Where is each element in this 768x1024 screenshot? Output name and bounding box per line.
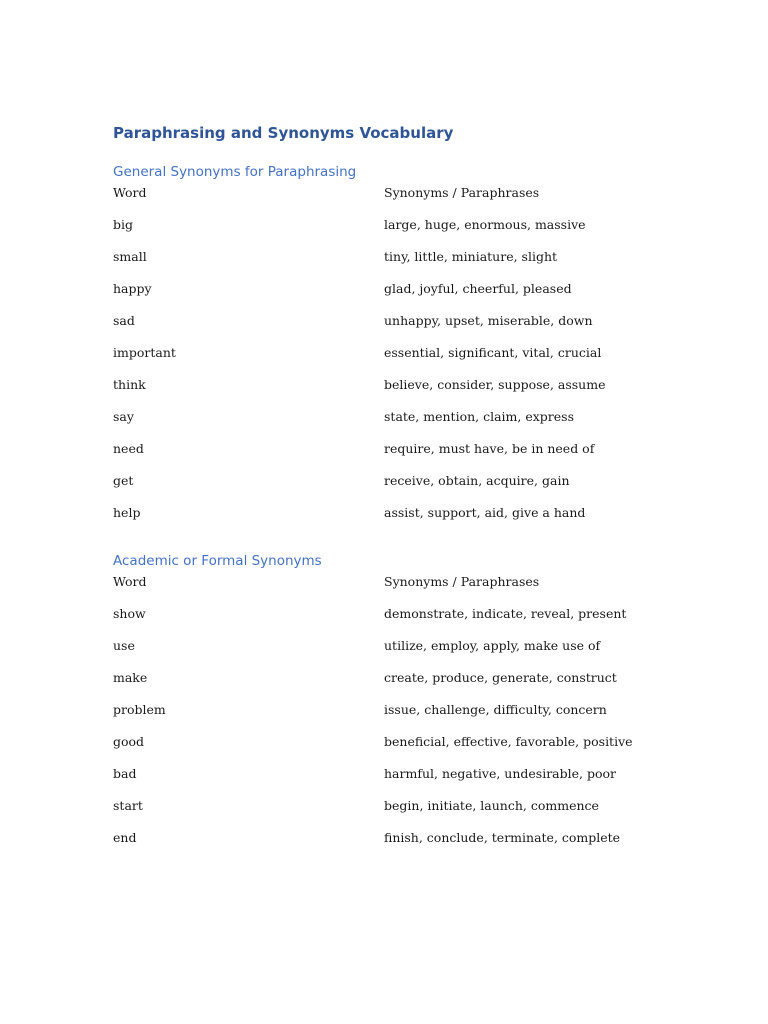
synonyms-cell: create, produce, generate, construct bbox=[384, 670, 617, 685]
word-cell: get bbox=[113, 473, 134, 488]
column-header-synonyms: Synonyms / Paraphrases bbox=[384, 574, 540, 589]
column-header-word: Word bbox=[113, 574, 147, 589]
word-cell: important bbox=[113, 345, 176, 360]
section-heading: Academic or Formal Synonyms bbox=[113, 553, 322, 569]
synonyms-cell: large, huge, enormous, massive bbox=[384, 217, 586, 232]
table-body bbox=[113, 184, 673, 536]
word-cell: need bbox=[113, 441, 144, 456]
table-row bbox=[113, 669, 673, 701]
word-cell: problem bbox=[113, 702, 166, 717]
word-cell: good bbox=[113, 734, 145, 749]
word-cell: make bbox=[113, 670, 148, 685]
word-cell: start bbox=[113, 798, 143, 813]
word-cell: small bbox=[113, 249, 147, 264]
synonyms-cell: utilize, employ, apply, make use of bbox=[384, 638, 601, 653]
section-academic-synonyms bbox=[113, 551, 673, 861]
synonyms-cell: issue, challenge, difficulty, concern bbox=[384, 702, 607, 717]
table-row bbox=[113, 605, 673, 637]
word-cell: show bbox=[113, 606, 146, 621]
column-header-synonyms: Synonyms / Paraphrases bbox=[384, 185, 540, 200]
synonyms-table bbox=[113, 184, 673, 536]
synonyms-cell: unhappy, upset, miserable, down bbox=[384, 313, 593, 328]
synonyms-cell: beneficial, effective, favorable, positive bbox=[384, 734, 633, 749]
table-row bbox=[113, 472, 673, 504]
word-cell: happy bbox=[113, 281, 152, 296]
table-row bbox=[113, 408, 673, 440]
word-cell: help bbox=[113, 505, 141, 520]
word-cell: sad bbox=[113, 313, 135, 328]
synonyms-cell: demonstrate, indicate, reveal, present bbox=[384, 606, 627, 621]
table-row bbox=[113, 312, 673, 344]
table-row bbox=[113, 280, 673, 312]
table-row bbox=[113, 765, 673, 797]
table-row bbox=[113, 248, 673, 280]
word-cell: use bbox=[113, 638, 135, 653]
synonyms-cell: harmful, negative, undesirable, poor bbox=[384, 766, 616, 781]
synonyms-cell: finish, conclude, terminate, complete bbox=[384, 830, 621, 845]
synonyms-cell: begin, initiate, launch, commence bbox=[384, 798, 599, 813]
synonyms-cell: require, must have, be in need of bbox=[384, 441, 595, 456]
table-body bbox=[113, 573, 673, 861]
column-header-word: Word bbox=[113, 185, 147, 200]
table-row bbox=[113, 829, 673, 861]
synonyms-cell: receive, obtain, acquire, gain bbox=[384, 473, 570, 488]
word-cell: end bbox=[113, 830, 137, 845]
synonyms-cell: believe, consider, suppose, assume bbox=[384, 377, 606, 392]
word-cell: say bbox=[113, 409, 134, 424]
table-row bbox=[113, 637, 673, 669]
synonyms-cell: tiny, little, miniature, slight bbox=[384, 249, 558, 264]
synonyms-cell: assist, support, aid, give a hand bbox=[384, 505, 586, 520]
table-header-row bbox=[113, 184, 673, 216]
table-row bbox=[113, 440, 673, 472]
table-row bbox=[113, 797, 673, 829]
synonyms-cell: glad, joyful, cheerful, pleased bbox=[384, 281, 572, 296]
table-row bbox=[113, 376, 673, 408]
word-cell: bad bbox=[113, 766, 137, 781]
synonyms-cell: state, mention, claim, express bbox=[384, 409, 575, 424]
table-row bbox=[113, 216, 673, 248]
document-title: Paraphrasing and Synonyms Vocabulary bbox=[113, 124, 454, 142]
section-heading: General Synonyms for Paraphrasing bbox=[113, 164, 357, 180]
table-row bbox=[113, 701, 673, 733]
table-row bbox=[113, 504, 673, 536]
synonyms-table bbox=[113, 573, 673, 861]
table-row bbox=[113, 344, 673, 376]
synonyms-cell: essential, significant, vital, crucial bbox=[384, 345, 602, 360]
word-cell: big bbox=[113, 217, 134, 232]
section-general-synonyms bbox=[113, 162, 673, 536]
table-header-row bbox=[113, 573, 673, 605]
word-cell: think bbox=[113, 377, 146, 392]
table-row bbox=[113, 733, 673, 765]
